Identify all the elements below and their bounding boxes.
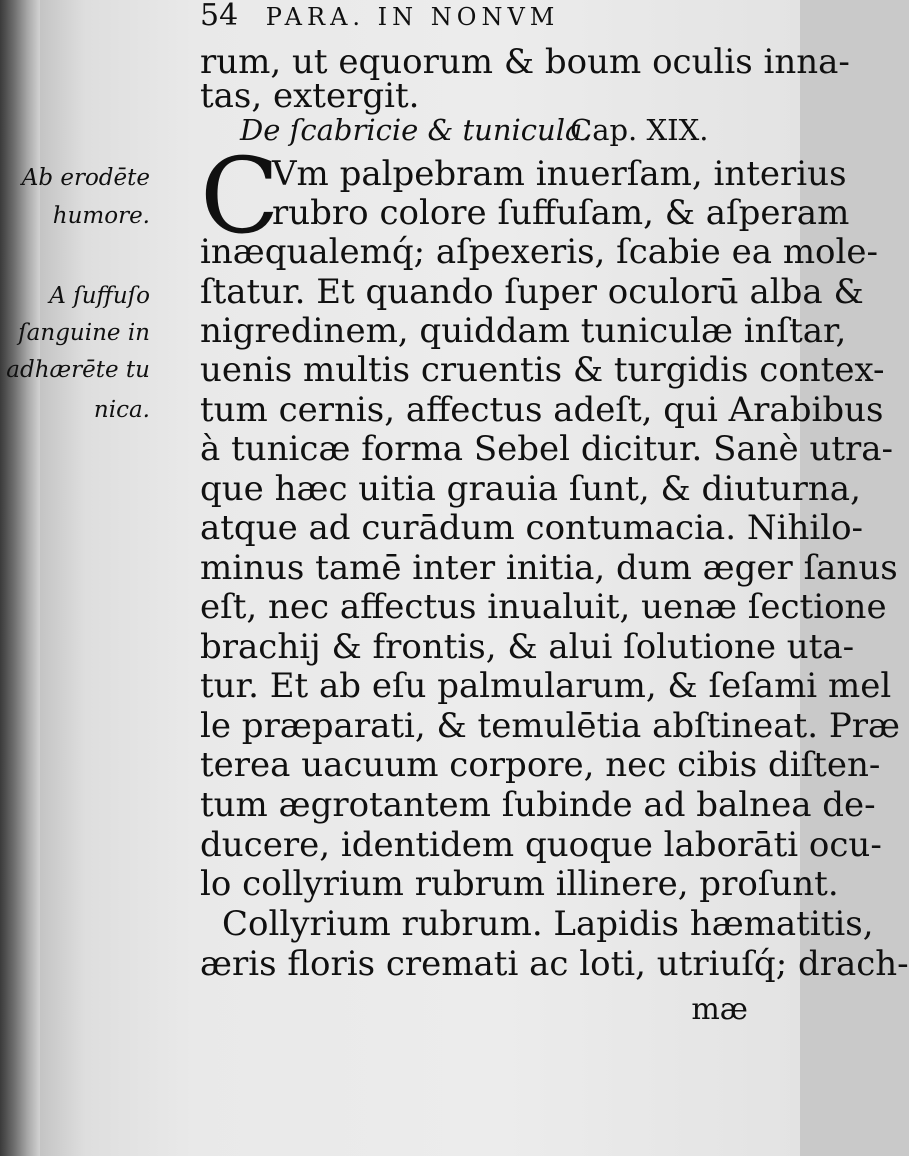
text-line: tum cernis, affectus adeſt, qui Arabibus bbox=[200, 390, 884, 430]
text-line: inæqualemq́; aſpexeris, ſcabie ea mole- bbox=[200, 232, 879, 272]
text-line: ſtatur. Et quando ſuper oculorū alba & bbox=[200, 272, 864, 312]
chapter-number: Cap. XIX. bbox=[570, 113, 709, 147]
marginal-note: humore. bbox=[52, 203, 150, 229]
chapter-title: De ſcabricie & tunicula. bbox=[240, 113, 592, 147]
catchword: mæ bbox=[691, 992, 748, 1027]
page-header bbox=[200, 0, 559, 40]
text-line: tas, extergit. bbox=[200, 76, 420, 116]
text-line: tur. Et ab eſu palmularum, & ſeſami mel bbox=[200, 666, 892, 706]
text-line: rum, ut equorum & boum oculis inna- bbox=[200, 42, 850, 82]
book-page bbox=[6, 0, 909, 1156]
text-line: nigredinem, quiddam tuniculæ inſtar, bbox=[200, 311, 847, 351]
marginal-note: nica. bbox=[93, 397, 150, 423]
chapter-heading bbox=[240, 110, 740, 150]
text-line: lo collyrium rubrum illinere, proſunt. bbox=[200, 864, 839, 904]
text-line: ducere, identidem quoque laborāti ocu- bbox=[200, 825, 882, 865]
text-line: minus tamē inter initia, dum æger ſanus bbox=[200, 548, 898, 588]
marginal-note: Ab erodēte bbox=[21, 165, 150, 191]
running-title: PARA. IN NONVM bbox=[265, 3, 560, 31]
page-number: 54 bbox=[200, 0, 239, 33]
text-line: brachij & frontis, & alui ſolutione uta- bbox=[200, 627, 855, 667]
text-line: terea uacuum corpore, nec cibis diſten- bbox=[200, 745, 881, 785]
marginal-note: ſanguine in bbox=[18, 320, 150, 346]
text-line: uenis multis cruentis & turgidis contex- bbox=[200, 350, 885, 390]
text-line: Collyrium rubrum. Lapidis hæmatitis, bbox=[222, 904, 874, 944]
text-line: que hæc uitia grauia ſunt, & diuturna, bbox=[200, 469, 861, 509]
text-line: tum ægrotantem ſubinde ad balnea de- bbox=[200, 785, 876, 825]
text-line: Vm palpebram inuerſam, interius bbox=[272, 154, 847, 194]
marginal-note: A ſuffuſo bbox=[49, 283, 150, 309]
text-line: à tunicæ forma Sebel dicitur. Sanè utra- bbox=[200, 429, 894, 469]
marginal-note: adhærēte tu bbox=[6, 357, 150, 383]
text-line: æris floris cremati ac loti, utriuſq́; drach- bbox=[200, 944, 909, 984]
text-line: atque ad curādum contumacia. Nihilo- bbox=[200, 508, 864, 548]
text-line: le præparati, & temulētia abſtineat. Præ bbox=[200, 706, 900, 746]
drop-cap: C bbox=[200, 135, 280, 257]
text-line: rubro colore ſuffuſam, & aſperam bbox=[272, 193, 850, 233]
text-line: eſt, nec affectus inualuit, uenæ ſectione bbox=[200, 587, 887, 627]
